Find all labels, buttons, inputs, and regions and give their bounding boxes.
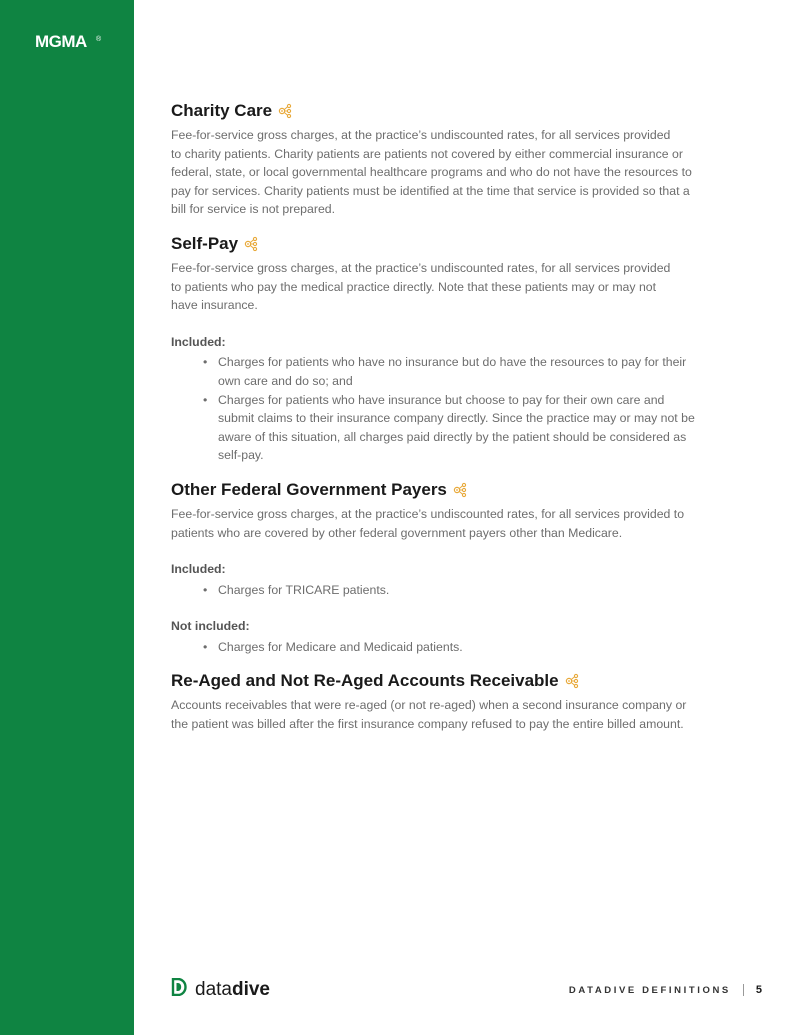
green-sidebar: [0, 0, 134, 1035]
included-list: [171, 581, 723, 600]
list-item: • Charges for TRICARE patients.: [218, 581, 723, 600]
not-included-label: Not included:: [171, 619, 250, 634]
section-re-aged-ar: [171, 670, 723, 733]
page-number: 5: [755, 984, 762, 996]
list-item: • Charges for patients who have no insurance but do have the resources to pay for their own care and do so; and: [218, 353, 723, 390]
datadive-icon: [453, 482, 467, 498]
section-body: Fee-for-service gross charges, at the practice’s undiscounted rates, for all services provided to charity patients. Charity patients are patients not covered by either commercial insurance or federal, state, or local governmental healthcare programs and who do not have the resources to pay for services. Charity patients must be identified at the time that service is provided so that a bill for service is not prepared.: [171, 128, 692, 217]
footer-divider: [743, 984, 744, 996]
section-title: [171, 233, 723, 255]
section-title: [171, 479, 723, 501]
section-title: [171, 100, 723, 122]
section-title-text: Re-Aged and Not Re-Aged Accounts Receivable: [171, 671, 559, 691]
section-body: Accounts receivables that were re-aged (or not re-aged) when a second insurance company or the patient was billed after the first insurance company refused to pay the entire billed amount.: [171, 698, 687, 732]
section-self-pay: [171, 233, 723, 465]
datadive-icon: [565, 673, 579, 689]
section-charity-care: [171, 100, 723, 219]
included-list: [171, 353, 723, 465]
datadive-icon: [244, 236, 258, 252]
section-body: Fee-for-service gross charges, at the practice’s undiscounted rates, for all services provided to patients who are covered by other federal government payers other than Medicare.: [171, 506, 685, 540]
datadive-wordmark: datadive: [195, 978, 271, 1000]
section-other-federal-payers: [171, 479, 723, 657]
section-title-text: Charity Care: [171, 101, 273, 120]
list-item: • Charges for patients who have insurance but choose to pay for their own care and submit claims to their insurance company directly. Since the practice may or may not be aware of this situation, all charges paid directly by the patient should be considered as self-pay.: [218, 391, 723, 465]
list-item: • Charges for Medicare and Medicaid patients.: [218, 638, 723, 657]
definitions-content: [171, 100, 723, 748]
mgma-logo: MGMA: [35, 32, 87, 51]
datadive-d-icon: [171, 978, 187, 1001]
section-title-text: Self-Pay: [171, 233, 239, 253]
page-footer: [569, 984, 762, 996]
datadive-icon: [278, 103, 292, 119]
section-body: Fee-for-service gross charges, at the practice’s undiscounted rates, for all services provided to patients who pay the medical practice directly. Note that these patients may or may not have insurance.: [171, 260, 671, 313]
datadive-logo: [171, 978, 270, 1001]
included-label: Included:: [171, 562, 226, 577]
section-title-text: Other Federal Government Payers: [171, 479, 447, 499]
not-included-list: [171, 638, 723, 657]
registered-mark: ®: [96, 36, 102, 43]
included-label: Included:: [171, 334, 226, 349]
footer-title: DATADIVE DEFINITIONS: [568, 984, 731, 996]
section-title: [171, 670, 723, 692]
